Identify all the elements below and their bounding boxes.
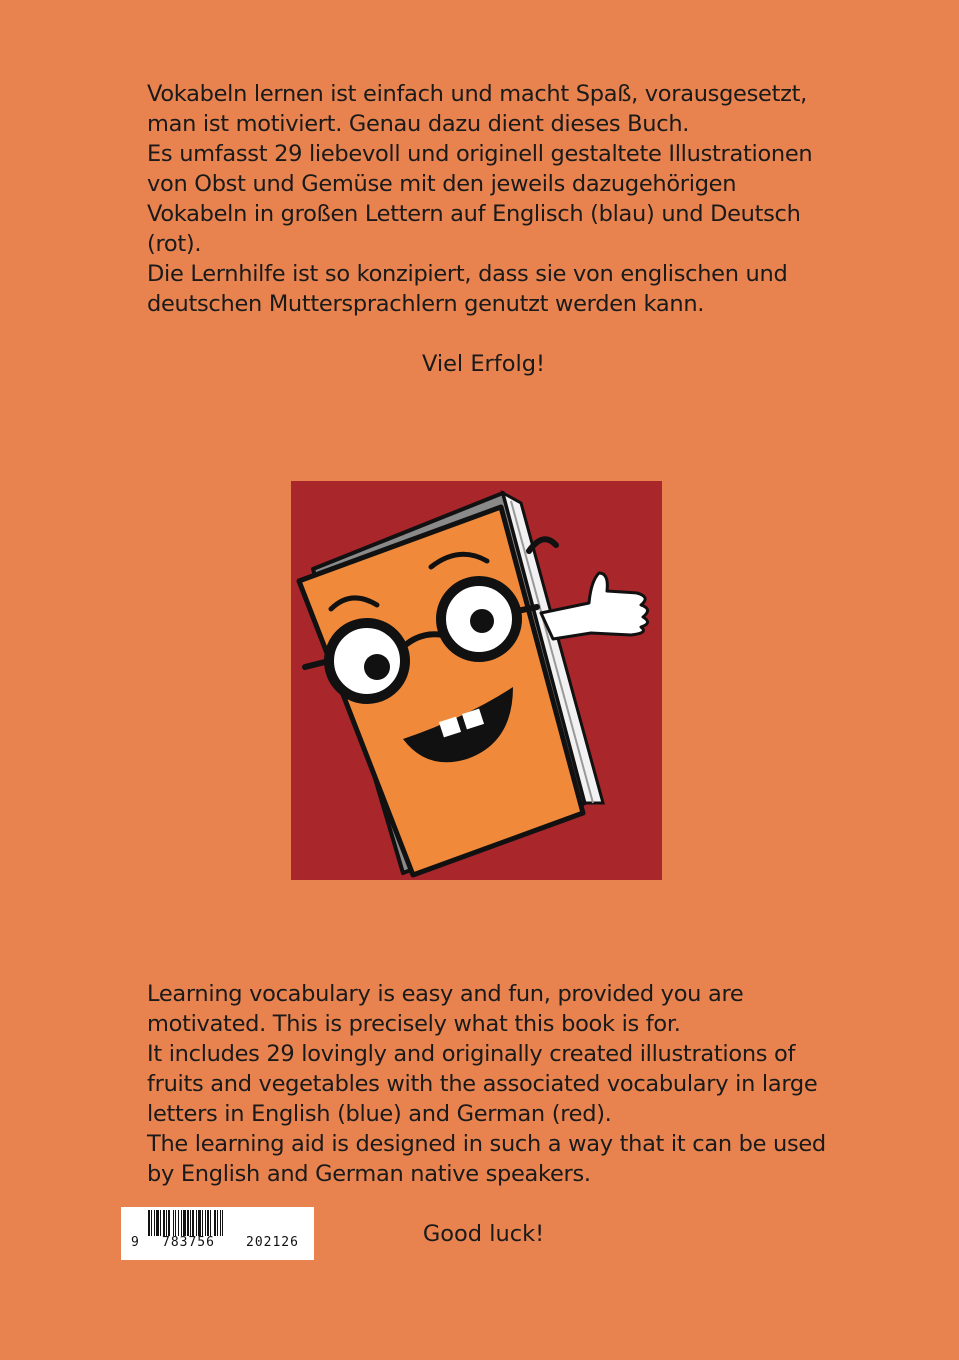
english-paragraph-1: Learning vocabulary is easy and fun, provided you are motivated. This is precisely what this book is for.	[147, 981, 744, 1037]
barcode-digit-group-1: 783756	[162, 1235, 215, 1250]
german-closing: Viel Erfolg!	[421, 351, 546, 377]
english-description	[147, 979, 827, 1189]
english-closing: Good luck!	[422, 1221, 545, 1247]
isbn-barcode	[121, 1207, 314, 1260]
english-paragraph-2: It includes 29 lovingly and originally created illustrations of fruits and vegetables with the associated vocabulary in large letters in English (blue) and German (red).	[147, 1041, 818, 1127]
smiling-book-mascot-icon	[291, 481, 662, 880]
book-mascot-illustration	[291, 481, 662, 880]
german-paragraph-2: Es umfasst 29 liebevoll und originell gestaltete Illustrationen von Obst und Gemüse mit den jeweils dazugehörigen Vokabeln in großen Lettern auf Englisch (blau) und Deutsch (rot).	[147, 141, 813, 257]
german-paragraph-3: Die Lernhilfe ist so konzipiert, dass sie von englischen und deutschen Muttersprachlern genutzt werden kann.	[147, 261, 788, 317]
barcode-first-digit: 9	[131, 1235, 140, 1250]
english-paragraph-3: The learning aid is designed in such a way that it can be used by English and German native speakers.	[147, 1131, 826, 1187]
german-paragraph-1: Vokabeln lernen ist einfach und macht Spaß, vorausgesetzt, man ist motiviert. Genau dazu dient dieses Buch.	[147, 81, 807, 137]
barcode-digit-group-2: 202126	[246, 1235, 299, 1250]
german-description	[147, 79, 827, 319]
